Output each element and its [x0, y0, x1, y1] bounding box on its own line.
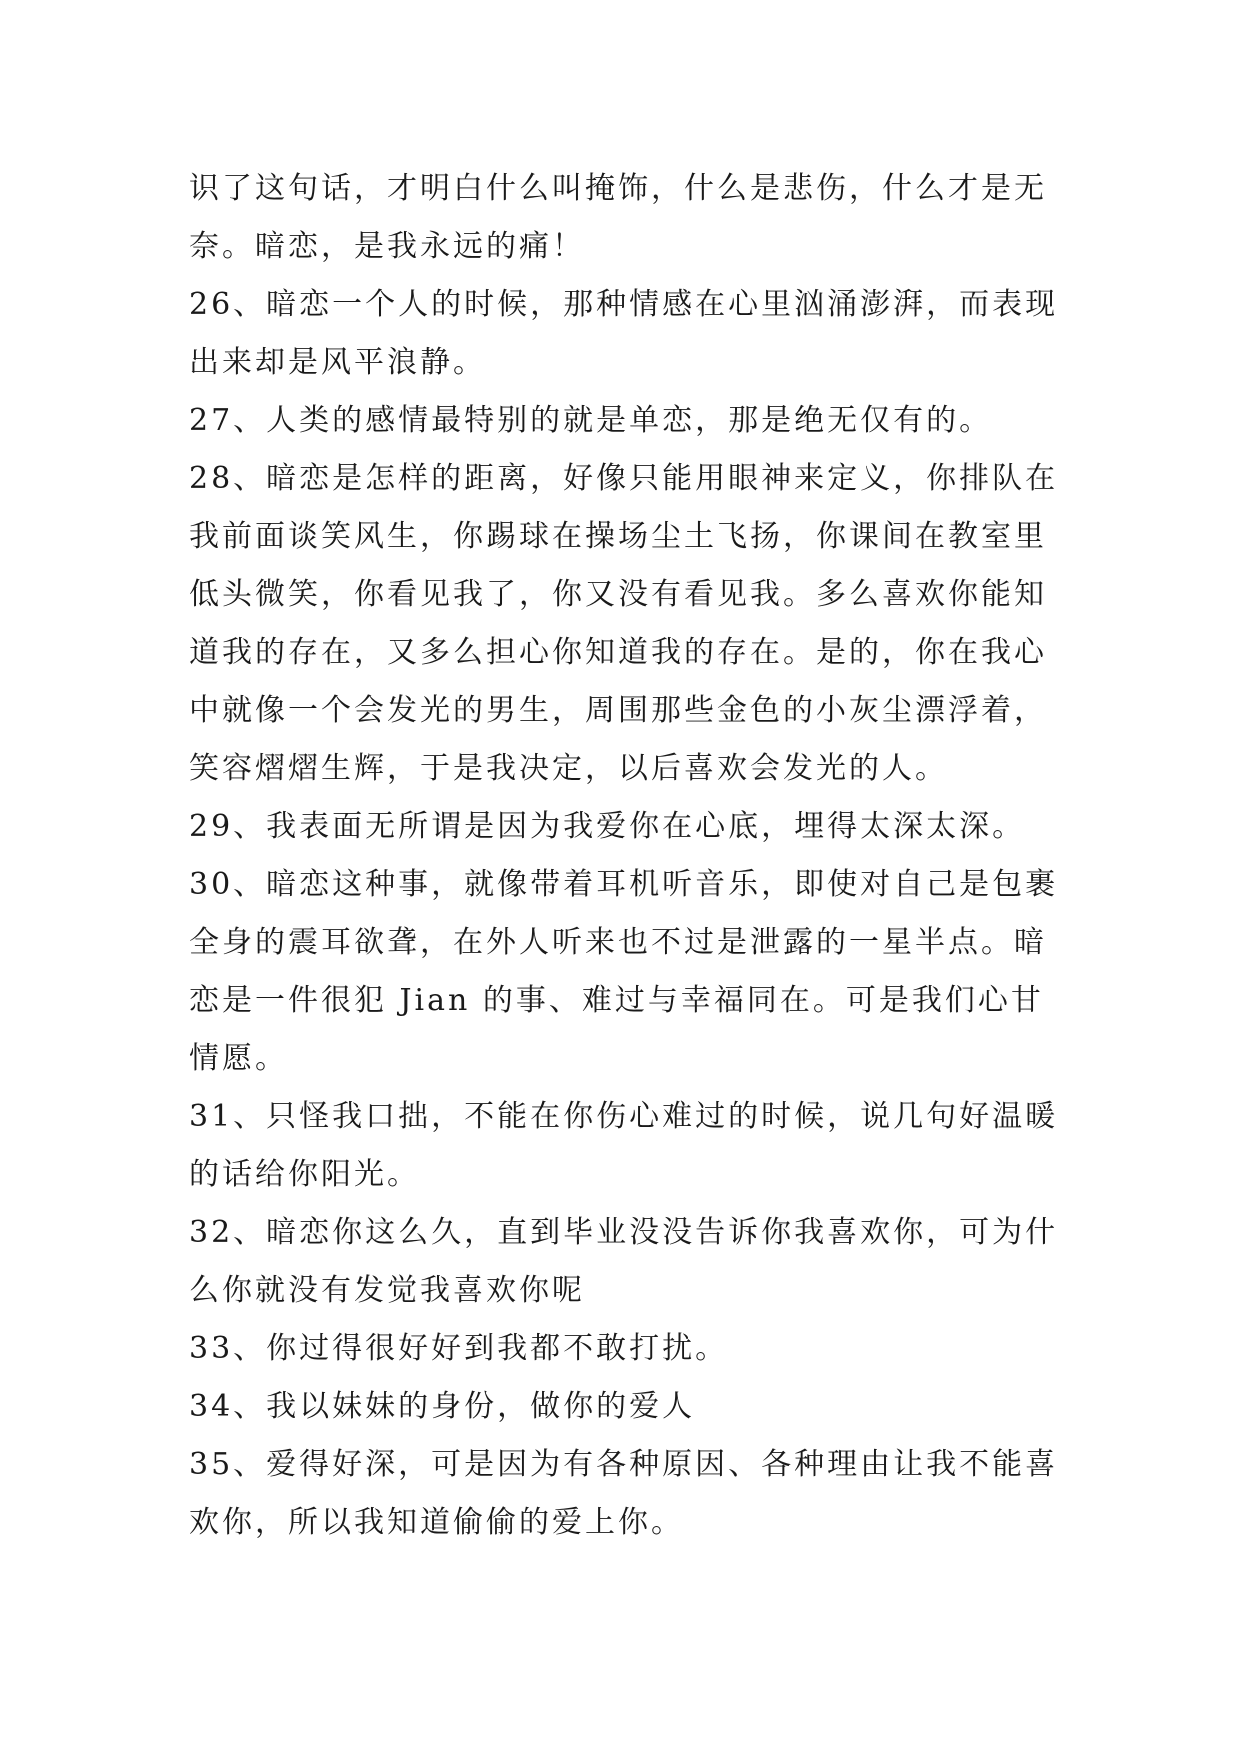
text-line: 中就像一个会发光的男生，周围那些金色的小灰尘漂浮着， — [189, 693, 1047, 728]
text-line: 34、我以妹妹的身份，做你的爱人 — [189, 1389, 696, 1424]
text-line: 全身的震耳欲聋，在外人听来也不过是泄露的一星半点。暗 — [189, 925, 1047, 960]
text-line: 出来却是风平浪静。 — [189, 345, 486, 380]
text-line: 奈。暗恋，是我永远的痛！ — [189, 229, 585, 264]
text-line: 欢你，所以我知道偷偷的爱上你。 — [189, 1505, 684, 1540]
text-line: 31、只怪我口拙，不能在你伤心难过的时候，说几句好温暖 — [189, 1099, 1059, 1134]
text-line: 么你就没有发觉我喜欢你呢 — [189, 1273, 585, 1308]
text-line: 30、暗恋这种事，就像带着耳机听音乐，即使对自己是包裹 — [189, 867, 1059, 902]
text-line: 29、我表面无所谓是因为我爱你在心底，埋得太深太深。 — [189, 809, 1026, 844]
text-line: 笑容熠熠生辉，于是我决定，以后喜欢会发光的人。 — [189, 751, 948, 786]
text-line: 33、你过得很好好到我都不敢打扰。 — [189, 1331, 729, 1366]
text-line: 恋是一件很犯 Jian 的事、难过与幸福同在。可是我们心甘 — [189, 983, 1044, 1018]
text-line: 我前面谈笑风生，你踢球在操场尘土飞扬，你课间在教室里 — [189, 519, 1047, 554]
text-line: 27、人类的感情最特别的就是单恋，那是绝无仅有的。 — [189, 403, 993, 438]
document-body — [189, 160, 1079, 1552]
text-line: 道我的存在，又多么担心你知道我的存在。是的，你在我心 — [189, 635, 1047, 670]
text-line: 32、暗恋你这么久，直到毕业没没告诉你我喜欢你，可为什 — [189, 1215, 1059, 1250]
text-line: 低头微笑，你看见我了，你又没有看见我。多么喜欢你能知 — [189, 577, 1047, 612]
text-line: 识了这句话，才明白什么叫掩饰，什么是悲伤，什么才是无 — [189, 171, 1047, 206]
text-line: 26、暗恋一个人的时候，那种情感在心里汹涌澎湃，而表现 — [189, 287, 1059, 322]
text-line: 28、暗恋是怎样的距离，好像只能用眼神来定义，你排队在 — [189, 461, 1059, 496]
text-line: 情愿。 — [189, 1041, 288, 1076]
text-line: 的话给你阳光。 — [189, 1157, 420, 1192]
text-line: 35、爱得好深，可是因为有各种原因、各种理由让我不能喜 — [189, 1447, 1059, 1482]
